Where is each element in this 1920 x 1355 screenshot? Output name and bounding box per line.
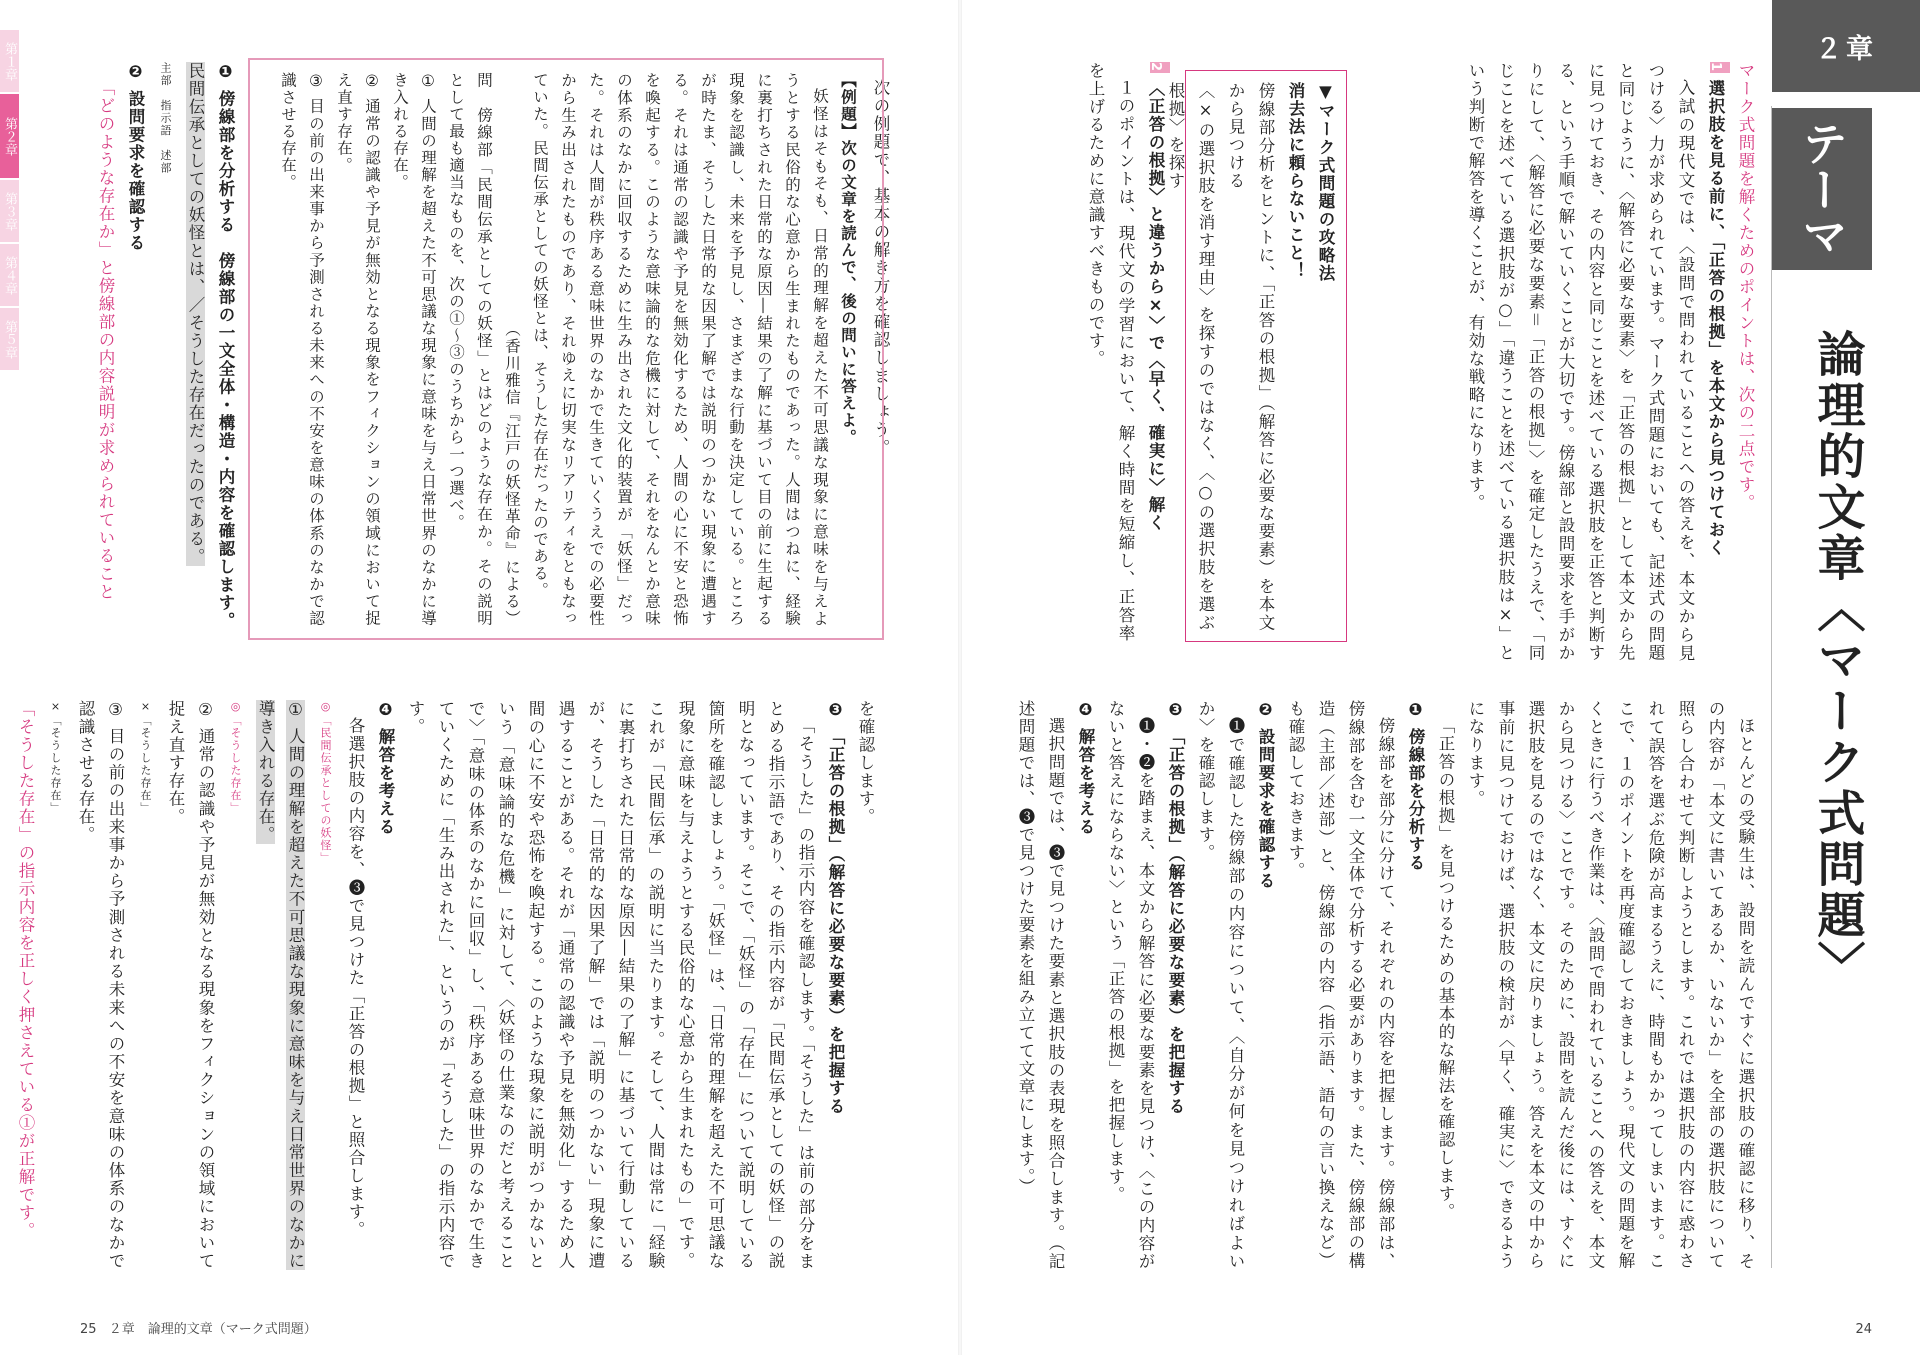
chapter-sidebar <box>0 30 30 372</box>
strategy-sub: 消去法に頼らないこと！ <box>1286 82 1305 280</box>
example-heading: 【例題】次の文章を読んで、後の問いに答えよ。 <box>839 72 857 446</box>
option-2: ② 通常の認識や予見が無効となる現象をフィクションの領域において捉え直す存在。 <box>335 72 381 627</box>
method-step1-head: ❶ 傍線部を分析する <box>1406 700 1425 872</box>
example-body: 妖怪はそもそも、日常的理解を超えた不可思議な現象に意味を与えようとする民俗的な心意から生まれたものであった。人間はつねに、経験に裏打ちされた日常的な原因―結果の了解に基づいて目の前に生起する現象を認識し、未来を予見し、さまざまな行動を決定している。ところが時たま、そうした日常的な因果了解では説明のつかない現象に遭遇する。それは通常の認識や予見を無効化するため、人間の心に不安と恐怖を喚起する。このような意味論的な危機に対して、それをなんとか意味の体系のなかに回収するために生み出された文化的装置が「妖怪」だった。それは人間が秩序ある意味世界のなかで生きていくうえでの必要性から生み出されたものであり、それゆえに切実なリアリティをともなっていた。民間伝承としての妖怪とは、そうした存在だったのである。 <box>531 72 829 627</box>
answer-1: ① 人間の理解を超えた不可思議な現象に意味を与え日常世界のなかに導き入れる存在。 <box>256 700 305 1270</box>
sidebar-tab-ch4[interactable]: 第４章 <box>0 244 19 306</box>
point2-badge: 2 <box>1150 62 1170 73</box>
method-step1-body: 傍線部を部分に分けて、それぞれの内容を把握します。傍線部は、傍線部を含む一文全体で分析する必要があります。また、傍線部の構造（主部／述部）と、傍線部の内容（指示語、語句の言い換えなど）も確認しておきます。 <box>1286 700 1395 1270</box>
book-gutter <box>958 0 962 1355</box>
page-number-left: 25 <box>80 1322 97 1337</box>
strategy-heading: ▼マーク式問題の攻略法 <box>1316 82 1335 283</box>
point1-body: 入試の現代文では、〈設問で問われていることへの答えを、本文から見つける〉力が求められています。マーク式問題においても、記述式の問題と同じように、〈解答に必要な要素〉を「正答の根拠」として本文から先に見つけておき、その内容と同じことを述べている選択肢を正答と判断する、という手順で解いていくことが大切です。傍線部と設問要求を手がかりにして、〈解答に必要な要素＝「正答の根拠」〉を確定したうえで、「同じことを述べている選択肢が○」「違うことを述べている選択肢は×」という判断で解答を導くことが、有効な戦略になります。 <box>1466 62 1695 662</box>
answer-mark-3: ×「そうした存在」 <box>139 700 152 815</box>
example-content <box>262 72 862 627</box>
running-head: ２章 論理的文章（マーク式問題） <box>108 1322 317 1337</box>
sidebar-tab-ch3[interactable]: 第３章 <box>0 180 19 242</box>
point2-body: １のポイントは、現代文の学習において、解く時間を短縮し、正答率を上げるために意識すべきものです。 <box>1086 62 1135 642</box>
strategy-line1: 傍線部分析をヒントに、「正答の根拠」（解答に必要な要素）を本文から見つける <box>1226 82 1275 632</box>
solution-steps-3-4 <box>16 700 880 1270</box>
conclusion: 「そうした存在」の指示内容を正しく押さえている①が正解です。 <box>16 700 35 1240</box>
option-3: ③ 目の前の出来事から予測される未来への不安を意味の体系のなかで認識させる存在。 <box>279 72 325 627</box>
solution-step3-body: 「そうした」の指示内容を確認します。「そうした」は前の部分をまとめる指示語であり、その指示内容が「民間伝承としての妖怪」の説明となっています。そこで、「妖怪」の「存在」について説明している箇所を確認しましょう。「妖怪」は、「日常的理解を超えた不可思議な現象に意味を与えようとする民俗的な心意から生まれたもの」です。これが「民間伝承」の説明に当たります。そして、人間は常に「経験に裏打ちされた日常的な原因―結果の了解」に基づいて行動しているが、そうした「日常的な因果了解」では「説明のつかない」現象に遭遇することがある。それが「通常の認識や予見を無効化」するため人間の心に不安や恐怖を喚起する。このような現象に説明がつかないという「意味論的な危機」に対して、〈妖怪の仕業なのだと考えることで〉「意味の体系のなかに回収」し、「秩序ある意味世界のなかで生きていくために「生み出された」、というのが「そうした」の指示内容です。 <box>406 700 815 1270</box>
method-step2-head: ❷ 設問要求を確認する <box>1256 700 1275 890</box>
theme-badge: テーマ <box>1772 108 1872 270</box>
example-question: 問 傍線部「民間伝承としての妖怪」とはどのような存在か。その説明として最も適当なものを、次の①〜③のうちから一つ選べ。 <box>447 72 493 627</box>
theme-title: 論理的文章〈マーク式問題〉 <box>1809 328 1865 992</box>
point1-badge: 1 <box>1710 62 1730 73</box>
method-section <box>980 700 1760 1270</box>
sidebar-tab-ch5[interactable]: 第５章 <box>0 308 19 370</box>
solution-step3-intro: を確認します。 <box>856 700 875 826</box>
method-step2-body: ❶で確認した傍線部の内容について、〈自分が何を見つければよいか〉を確認します。 <box>1196 700 1245 1270</box>
method-step4-head: ❹ 解答を考える <box>1076 700 1095 836</box>
method-step4-body: 選択問題では、❸で見つけた要素と選択肢の表現を照合します。（記述問題では、❸で見つけた要素を組み立てて文章にします。） <box>1016 700 1065 1270</box>
solution-step1-body: 民間伝承としての妖怪とは、／そうした存在だったのである。 <box>186 62 205 566</box>
point2-heading: 2 〈正答の根拠〉と違うから×〉で〈早く、確実に〉解く <box>1140 62 1170 642</box>
page-number-right: 24 <box>1855 1322 1872 1337</box>
points-intro: マーク式問題を解くためのポイントは、次の二点です。 <box>1736 62 1755 512</box>
solution-step2-body: 「どのような存在か」と傍線部の内容説明が求められていること <box>96 78 115 601</box>
method-lead: ほとんどの受験生は、設問を読んですぐに選択肢の確認に移り、その内容が「本文に書いてあるか、いないか」を全部の選択肢について照らし合わせて判断しようとします。これでは選択肢の内容に惑わされて誤答を選ぶ危険が高まるうえに、時間もかかってしまいます。ここで、１のポイントを再度確認しておきましょう。現代文の問題を解くときに行うべき作業は、〈設問で問われていることへの答えを、本文から見つける〉ことです。そのために、設問を読んだ後には、すぐに選択肢を見るのではなく、本文に戻りましょう。答えを本文の中から事前に見つけておけば、選択肢の検討が〈早く、確実に〉できるようになります。 <box>1466 700 1755 1270</box>
sidebar-tab-ch2[interactable]: 第２章 <box>0 94 19 178</box>
option-1: ① 人間の理解を超えた不可思議な現象に意味を与え日常世界のなかに導き入れる存在。 <box>391 72 437 627</box>
method-intro: 「正答の根拠」を見つけるための基本的な解法を確認します。 <box>1436 716 1455 1221</box>
point2-section <box>1060 62 1170 642</box>
solution-steps-1-2 <box>80 62 240 642</box>
sidebar-tab-ch1[interactable]: 第１章 <box>0 30 19 92</box>
solution-step1-labels: 主部 指示語 述部 <box>159 62 172 175</box>
example-source: （香川雅信『江戸の妖怪革命』による） <box>503 321 521 627</box>
point1-heading: 1 選択肢を見る前に、「正答の根拠」を本文から見つけておく <box>1700 62 1730 662</box>
footer-left <box>80 1318 317 1337</box>
strategy-content <box>1166 82 1340 632</box>
method-step3-body: ❶・❷を踏まえ、本文から解答に必要な要素を見つけ、〈この内容がないと答えにならない〉という「正答の根拠」を把握します。 <box>1106 700 1155 1270</box>
method-step3-head: ❸ 「正答の根拠」（解答に必要な要素）を把握する <box>1166 700 1185 1116</box>
solution-step4-body: 各選択肢の内容を、❸で見つけた「正答の根拠」と照合します。 <box>346 716 365 1239</box>
strategy-line2: 〈×の選択肢を消す理由〉を探すのではなく、〈○の選択肢を選ぶ根拠〉を探す <box>1166 82 1215 632</box>
answer-2: ② 通常の認識や予見が無効となる現象をフィクションの領域において捉え直す存在。 <box>166 700 215 1270</box>
example-intro: 次の例題で、基本の解き方を確認しましょう。 <box>871 78 890 457</box>
chapter-tab: ２章 <box>1772 0 1920 92</box>
solution-step2-head: ❷ 設問要求を確認する <box>126 62 145 252</box>
answer-mark-1: ◎「民間伝承としての妖怪」 <box>319 700 332 865</box>
answer-3: ③ 目の前の出来事から予測される未来への不安を意味の体系のなかで認識させる存在。 <box>76 700 125 1270</box>
solution-step3-head: ❸ 「正答の根拠」（解答に必要な要素）を把握する <box>826 700 845 1116</box>
solution-step4-head: ❹ 解答を考える <box>376 700 395 836</box>
answer-mark-2: ◎「そうした存在」 <box>229 700 242 815</box>
answer-mark-4: ×「そうした存在」 <box>49 700 62 815</box>
solution-step1-head: ❶ 傍線部を分析する 傍線部の一文全体・構造・内容を確認します。 <box>216 62 235 630</box>
